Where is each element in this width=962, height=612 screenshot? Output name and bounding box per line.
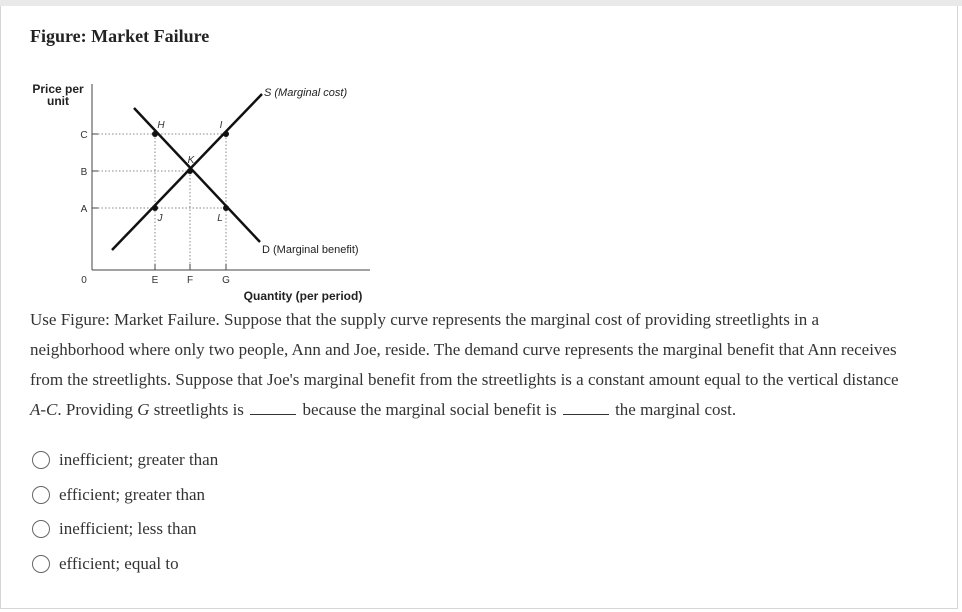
y-tick-label-b: B	[80, 167, 88, 178]
point-h	[152, 131, 158, 137]
quantity-g-label: G	[137, 400, 150, 419]
point-label-j: J	[157, 213, 163, 224]
radio-button[interactable]	[32, 555, 50, 573]
blank-2	[563, 402, 609, 415]
question-part1: Use Figure: Market Failure. Suppose that the supply curve represents the marginal cost of providing streetlights in a neighborhood where only two people, Ann and Joe, reside. The demand curve represents the marginal benefit that Ann receives from the streetlights. Suppose that Joe's marginal benefit from the streetlights is a constant amount equal to the vertical distance	[30, 310, 899, 389]
y-axis-label-line1: Price per	[32, 82, 84, 96]
supply-curve	[112, 94, 262, 250]
point-label-l: L	[217, 213, 223, 224]
question-part5: the marginal cost.	[610, 400, 737, 419]
option-label: inefficient; greater than	[59, 450, 219, 470]
point-k	[187, 168, 193, 174]
x-tick-label-e: E	[151, 275, 159, 286]
radio-button[interactable]	[32, 451, 50, 469]
radio-button[interactable]	[32, 486, 50, 504]
x-tick-label-g: G	[222, 275, 230, 286]
demand-curve-label-text: D (Marginal benefit)	[262, 244, 359, 256]
option-efficient-equal-to[interactable]	[32, 547, 218, 582]
y-tick-label-c: C	[80, 130, 88, 141]
supply-curve-label	[264, 87, 347, 99]
radio-button[interactable]	[32, 520, 50, 538]
option-label: efficient; equal to	[59, 553, 179, 573]
option-inefficient-less-than[interactable]	[32, 512, 218, 547]
distance-label: A-C	[30, 400, 58, 419]
blank-1	[250, 402, 296, 415]
y-axis-label-line2: unit	[47, 94, 69, 108]
y-tick-label-a: A	[80, 204, 88, 215]
point-label-k: K	[187, 155, 195, 166]
option-label: inefficient; less than	[59, 519, 197, 539]
question-part2: . Providing	[57, 400, 138, 419]
answer-options	[32, 443, 218, 581]
option-inefficient-greater-than[interactable]	[32, 443, 218, 478]
market-failure-figure	[0, 70, 400, 305]
option-efficient-greater-than[interactable]	[32, 478, 218, 513]
point-label-i: I	[219, 120, 223, 131]
x-axis-label: Quantity (per period)	[243, 289, 363, 303]
question-part3: streetlights is	[149, 400, 249, 419]
demand-curve	[134, 108, 260, 242]
option-label: efficient; greater than	[59, 484, 205, 504]
x-tick-label-f: F	[186, 275, 194, 286]
question-part4: because the marginal social benefit is	[298, 400, 561, 419]
point-i	[223, 131, 229, 137]
point-l	[223, 205, 229, 211]
question-text	[30, 305, 910, 425]
origin-label: 0	[81, 275, 87, 286]
point-j	[152, 205, 158, 211]
point-label-h: H	[157, 120, 165, 131]
supply-curve-label-text: S (Marginal cost)	[264, 87, 348, 99]
demand-curve-label	[262, 244, 359, 256]
figure-title: Figure: Market Failure	[30, 26, 210, 46]
